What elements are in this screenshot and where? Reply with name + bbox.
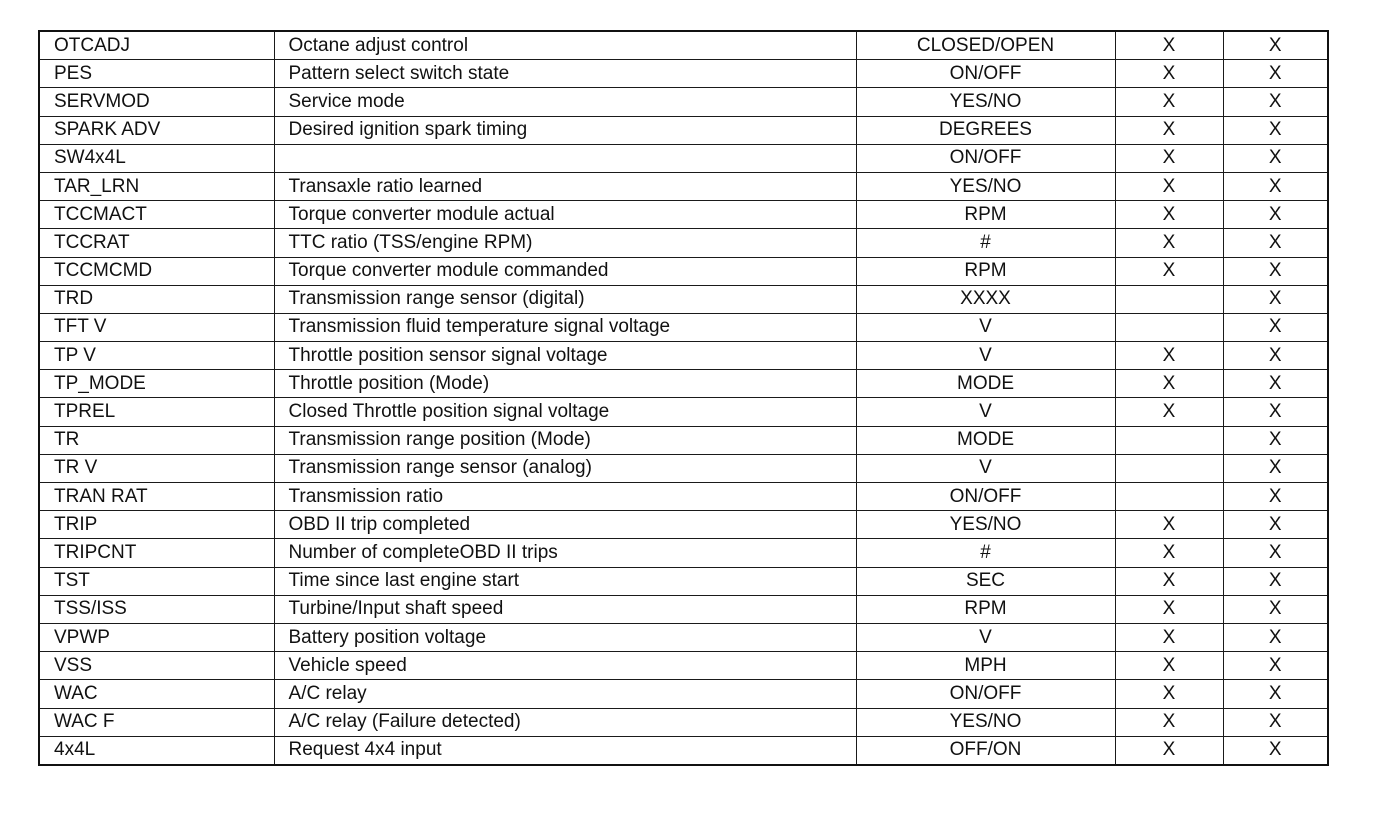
pid-name-cell: TRD bbox=[39, 285, 274, 313]
units-cell: V bbox=[856, 623, 1115, 651]
support-mark-cell-1 bbox=[1115, 285, 1223, 313]
units-cell: XXXX bbox=[856, 285, 1115, 313]
support-mark-cell-2: X bbox=[1223, 342, 1328, 370]
table-row bbox=[39, 257, 1328, 285]
support-mark-cell-1: X bbox=[1115, 511, 1223, 539]
support-mark-cell-1: X bbox=[1115, 116, 1223, 144]
units-cell: V bbox=[856, 454, 1115, 482]
table-row bbox=[39, 201, 1328, 229]
table-row bbox=[39, 342, 1328, 370]
units-cell: YES/NO bbox=[856, 88, 1115, 116]
table-row bbox=[39, 229, 1328, 257]
table-row bbox=[39, 88, 1328, 116]
description-cell: Closed Throttle position signal voltage bbox=[274, 398, 856, 426]
table-row bbox=[39, 680, 1328, 708]
pid-name-cell: TCCMCMD bbox=[39, 257, 274, 285]
units-cell: YES/NO bbox=[856, 708, 1115, 736]
description-cell: Vehicle speed bbox=[274, 652, 856, 680]
pid-name-cell: TP_MODE bbox=[39, 370, 274, 398]
support-mark-cell-1: X bbox=[1115, 60, 1223, 88]
support-mark-cell-2: X bbox=[1223, 708, 1328, 736]
description-cell: Time since last engine start bbox=[274, 567, 856, 595]
support-mark-cell-1: X bbox=[1115, 229, 1223, 257]
table-row bbox=[39, 708, 1328, 736]
support-mark-cell-2: X bbox=[1223, 680, 1328, 708]
pid-name-cell: TR bbox=[39, 426, 274, 454]
description-cell: Battery position voltage bbox=[274, 623, 856, 651]
description-cell: Transmission ratio bbox=[274, 483, 856, 511]
pid-name-cell: TSS/ISS bbox=[39, 595, 274, 623]
units-cell: RPM bbox=[856, 257, 1115, 285]
support-mark-cell-2: X bbox=[1223, 567, 1328, 595]
pid-name-cell: TRAN RAT bbox=[39, 483, 274, 511]
table-row bbox=[39, 116, 1328, 144]
description-cell: OBD II trip completed bbox=[274, 511, 856, 539]
support-mark-cell-1: X bbox=[1115, 342, 1223, 370]
support-mark-cell-2: X bbox=[1223, 144, 1328, 172]
units-cell: RPM bbox=[856, 595, 1115, 623]
support-mark-cell-2: X bbox=[1223, 454, 1328, 482]
support-mark-cell-1: X bbox=[1115, 652, 1223, 680]
units-cell: MODE bbox=[856, 370, 1115, 398]
support-mark-cell-1: X bbox=[1115, 567, 1223, 595]
support-mark-cell-2: X bbox=[1223, 60, 1328, 88]
pid-name-cell: OTCADJ bbox=[39, 31, 274, 60]
table-row bbox=[39, 539, 1328, 567]
units-cell: # bbox=[856, 229, 1115, 257]
table-row bbox=[39, 398, 1328, 426]
description-cell: Transmission range position (Mode) bbox=[274, 426, 856, 454]
units-cell: MODE bbox=[856, 426, 1115, 454]
table-row bbox=[39, 652, 1328, 680]
support-mark-cell-1: X bbox=[1115, 370, 1223, 398]
description-cell: Transaxle ratio learned bbox=[274, 172, 856, 200]
pid-name-cell: TCCRAT bbox=[39, 229, 274, 257]
description-cell: Octane adjust control bbox=[274, 31, 856, 60]
pid-name-cell: SERVMOD bbox=[39, 88, 274, 116]
support-mark-cell-1: X bbox=[1115, 88, 1223, 116]
description-cell: Request 4x4 input bbox=[274, 736, 856, 765]
support-mark-cell-1: X bbox=[1115, 144, 1223, 172]
description-cell: Desired ignition spark timing bbox=[274, 116, 856, 144]
table-row bbox=[39, 426, 1328, 454]
support-mark-cell-2: X bbox=[1223, 172, 1328, 200]
units-cell: OFF/ON bbox=[856, 736, 1115, 765]
support-mark-cell-1: X bbox=[1115, 736, 1223, 765]
support-mark-cell-1: X bbox=[1115, 539, 1223, 567]
support-mark-cell-2: X bbox=[1223, 370, 1328, 398]
units-cell: SEC bbox=[856, 567, 1115, 595]
support-mark-cell-2: X bbox=[1223, 652, 1328, 680]
table-row bbox=[39, 567, 1328, 595]
support-mark-cell-2: X bbox=[1223, 426, 1328, 454]
description-cell: TTC ratio (TSS/engine RPM) bbox=[274, 229, 856, 257]
pid-name-cell: WAC F bbox=[39, 708, 274, 736]
support-mark-cell-1: X bbox=[1115, 708, 1223, 736]
support-mark-cell-2: X bbox=[1223, 623, 1328, 651]
support-mark-cell-2: X bbox=[1223, 88, 1328, 116]
support-mark-cell-2: X bbox=[1223, 398, 1328, 426]
units-cell: V bbox=[856, 342, 1115, 370]
description-cell bbox=[274, 144, 856, 172]
table-row bbox=[39, 483, 1328, 511]
pid-name-cell: TCCMACT bbox=[39, 201, 274, 229]
table-row bbox=[39, 144, 1328, 172]
pid-name-cell: TP V bbox=[39, 342, 274, 370]
pid-name-cell: TPREL bbox=[39, 398, 274, 426]
pid-name-cell: VSS bbox=[39, 652, 274, 680]
table-row bbox=[39, 31, 1328, 60]
table-row bbox=[39, 595, 1328, 623]
units-cell: V bbox=[856, 313, 1115, 341]
pid-table-body bbox=[39, 31, 1328, 765]
support-mark-cell-2: X bbox=[1223, 736, 1328, 765]
description-cell: Transmission range sensor (analog) bbox=[274, 454, 856, 482]
table-row bbox=[39, 285, 1328, 313]
pid-name-cell: 4x4L bbox=[39, 736, 274, 765]
support-mark-cell-2: X bbox=[1223, 595, 1328, 623]
support-mark-cell-2: X bbox=[1223, 201, 1328, 229]
units-cell: ON/OFF bbox=[856, 144, 1115, 172]
pid-name-cell: TFT V bbox=[39, 313, 274, 341]
pid-table bbox=[38, 30, 1329, 766]
table-row bbox=[39, 511, 1328, 539]
units-cell: ON/OFF bbox=[856, 680, 1115, 708]
table-row bbox=[39, 370, 1328, 398]
description-cell: Throttle position sensor signal voltage bbox=[274, 342, 856, 370]
table-row bbox=[39, 313, 1328, 341]
pid-name-cell: SW4x4L bbox=[39, 144, 274, 172]
description-cell: Torque converter module actual bbox=[274, 201, 856, 229]
pid-name-cell: VPWP bbox=[39, 623, 274, 651]
support-mark-cell-2: X bbox=[1223, 511, 1328, 539]
support-mark-cell-1: X bbox=[1115, 172, 1223, 200]
units-cell: DEGREES bbox=[856, 116, 1115, 144]
pid-name-cell: TST bbox=[39, 567, 274, 595]
pid-name-cell: TR V bbox=[39, 454, 274, 482]
support-mark-cell-2: X bbox=[1223, 31, 1328, 60]
pid-name-cell: SPARK ADV bbox=[39, 116, 274, 144]
units-cell: V bbox=[856, 398, 1115, 426]
pid-name-cell: TAR_LRN bbox=[39, 172, 274, 200]
description-cell: Number of completeOBD II trips bbox=[274, 539, 856, 567]
support-mark-cell-2: X bbox=[1223, 116, 1328, 144]
description-cell: Transmission range sensor (digital) bbox=[274, 285, 856, 313]
units-cell: RPM bbox=[856, 201, 1115, 229]
support-mark-cell-1: X bbox=[1115, 257, 1223, 285]
support-mark-cell-1: X bbox=[1115, 595, 1223, 623]
support-mark-cell-1: X bbox=[1115, 680, 1223, 708]
description-cell: Throttle position (Mode) bbox=[274, 370, 856, 398]
units-cell: ON/OFF bbox=[856, 483, 1115, 511]
support-mark-cell-2: X bbox=[1223, 229, 1328, 257]
units-cell: YES/NO bbox=[856, 172, 1115, 200]
support-mark-cell-1 bbox=[1115, 313, 1223, 341]
units-cell: YES/NO bbox=[856, 511, 1115, 539]
table-row bbox=[39, 454, 1328, 482]
support-mark-cell-2: X bbox=[1223, 257, 1328, 285]
table-row bbox=[39, 60, 1328, 88]
support-mark-cell-2: X bbox=[1223, 285, 1328, 313]
units-cell: ON/OFF bbox=[856, 60, 1115, 88]
description-cell: Transmission fluid temperature signal voltage bbox=[274, 313, 856, 341]
description-cell: Torque converter module commanded bbox=[274, 257, 856, 285]
description-cell: Pattern select switch state bbox=[274, 60, 856, 88]
support-mark-cell-1: X bbox=[1115, 623, 1223, 651]
support-mark-cell-1: X bbox=[1115, 31, 1223, 60]
support-mark-cell-1: X bbox=[1115, 201, 1223, 229]
support-mark-cell-1 bbox=[1115, 454, 1223, 482]
table-row bbox=[39, 736, 1328, 765]
pid-name-cell: TRIP bbox=[39, 511, 274, 539]
pid-name-cell: PES bbox=[39, 60, 274, 88]
units-cell: # bbox=[856, 539, 1115, 567]
support-mark-cell-1: X bbox=[1115, 398, 1223, 426]
description-cell: A/C relay bbox=[274, 680, 856, 708]
support-mark-cell-2: X bbox=[1223, 313, 1328, 341]
description-cell: A/C relay (Failure detected) bbox=[274, 708, 856, 736]
pid-name-cell: WAC bbox=[39, 680, 274, 708]
description-cell: Service mode bbox=[274, 88, 856, 116]
support-mark-cell-1 bbox=[1115, 483, 1223, 511]
pid-name-cell: TRIPCNT bbox=[39, 539, 274, 567]
support-mark-cell-1 bbox=[1115, 426, 1223, 454]
support-mark-cell-2: X bbox=[1223, 483, 1328, 511]
units-cell: MPH bbox=[856, 652, 1115, 680]
table-row bbox=[39, 172, 1328, 200]
support-mark-cell-2: X bbox=[1223, 539, 1328, 567]
units-cell: CLOSED/OPEN bbox=[856, 31, 1115, 60]
description-cell: Turbine/Input shaft speed bbox=[274, 595, 856, 623]
table-row bbox=[39, 623, 1328, 651]
